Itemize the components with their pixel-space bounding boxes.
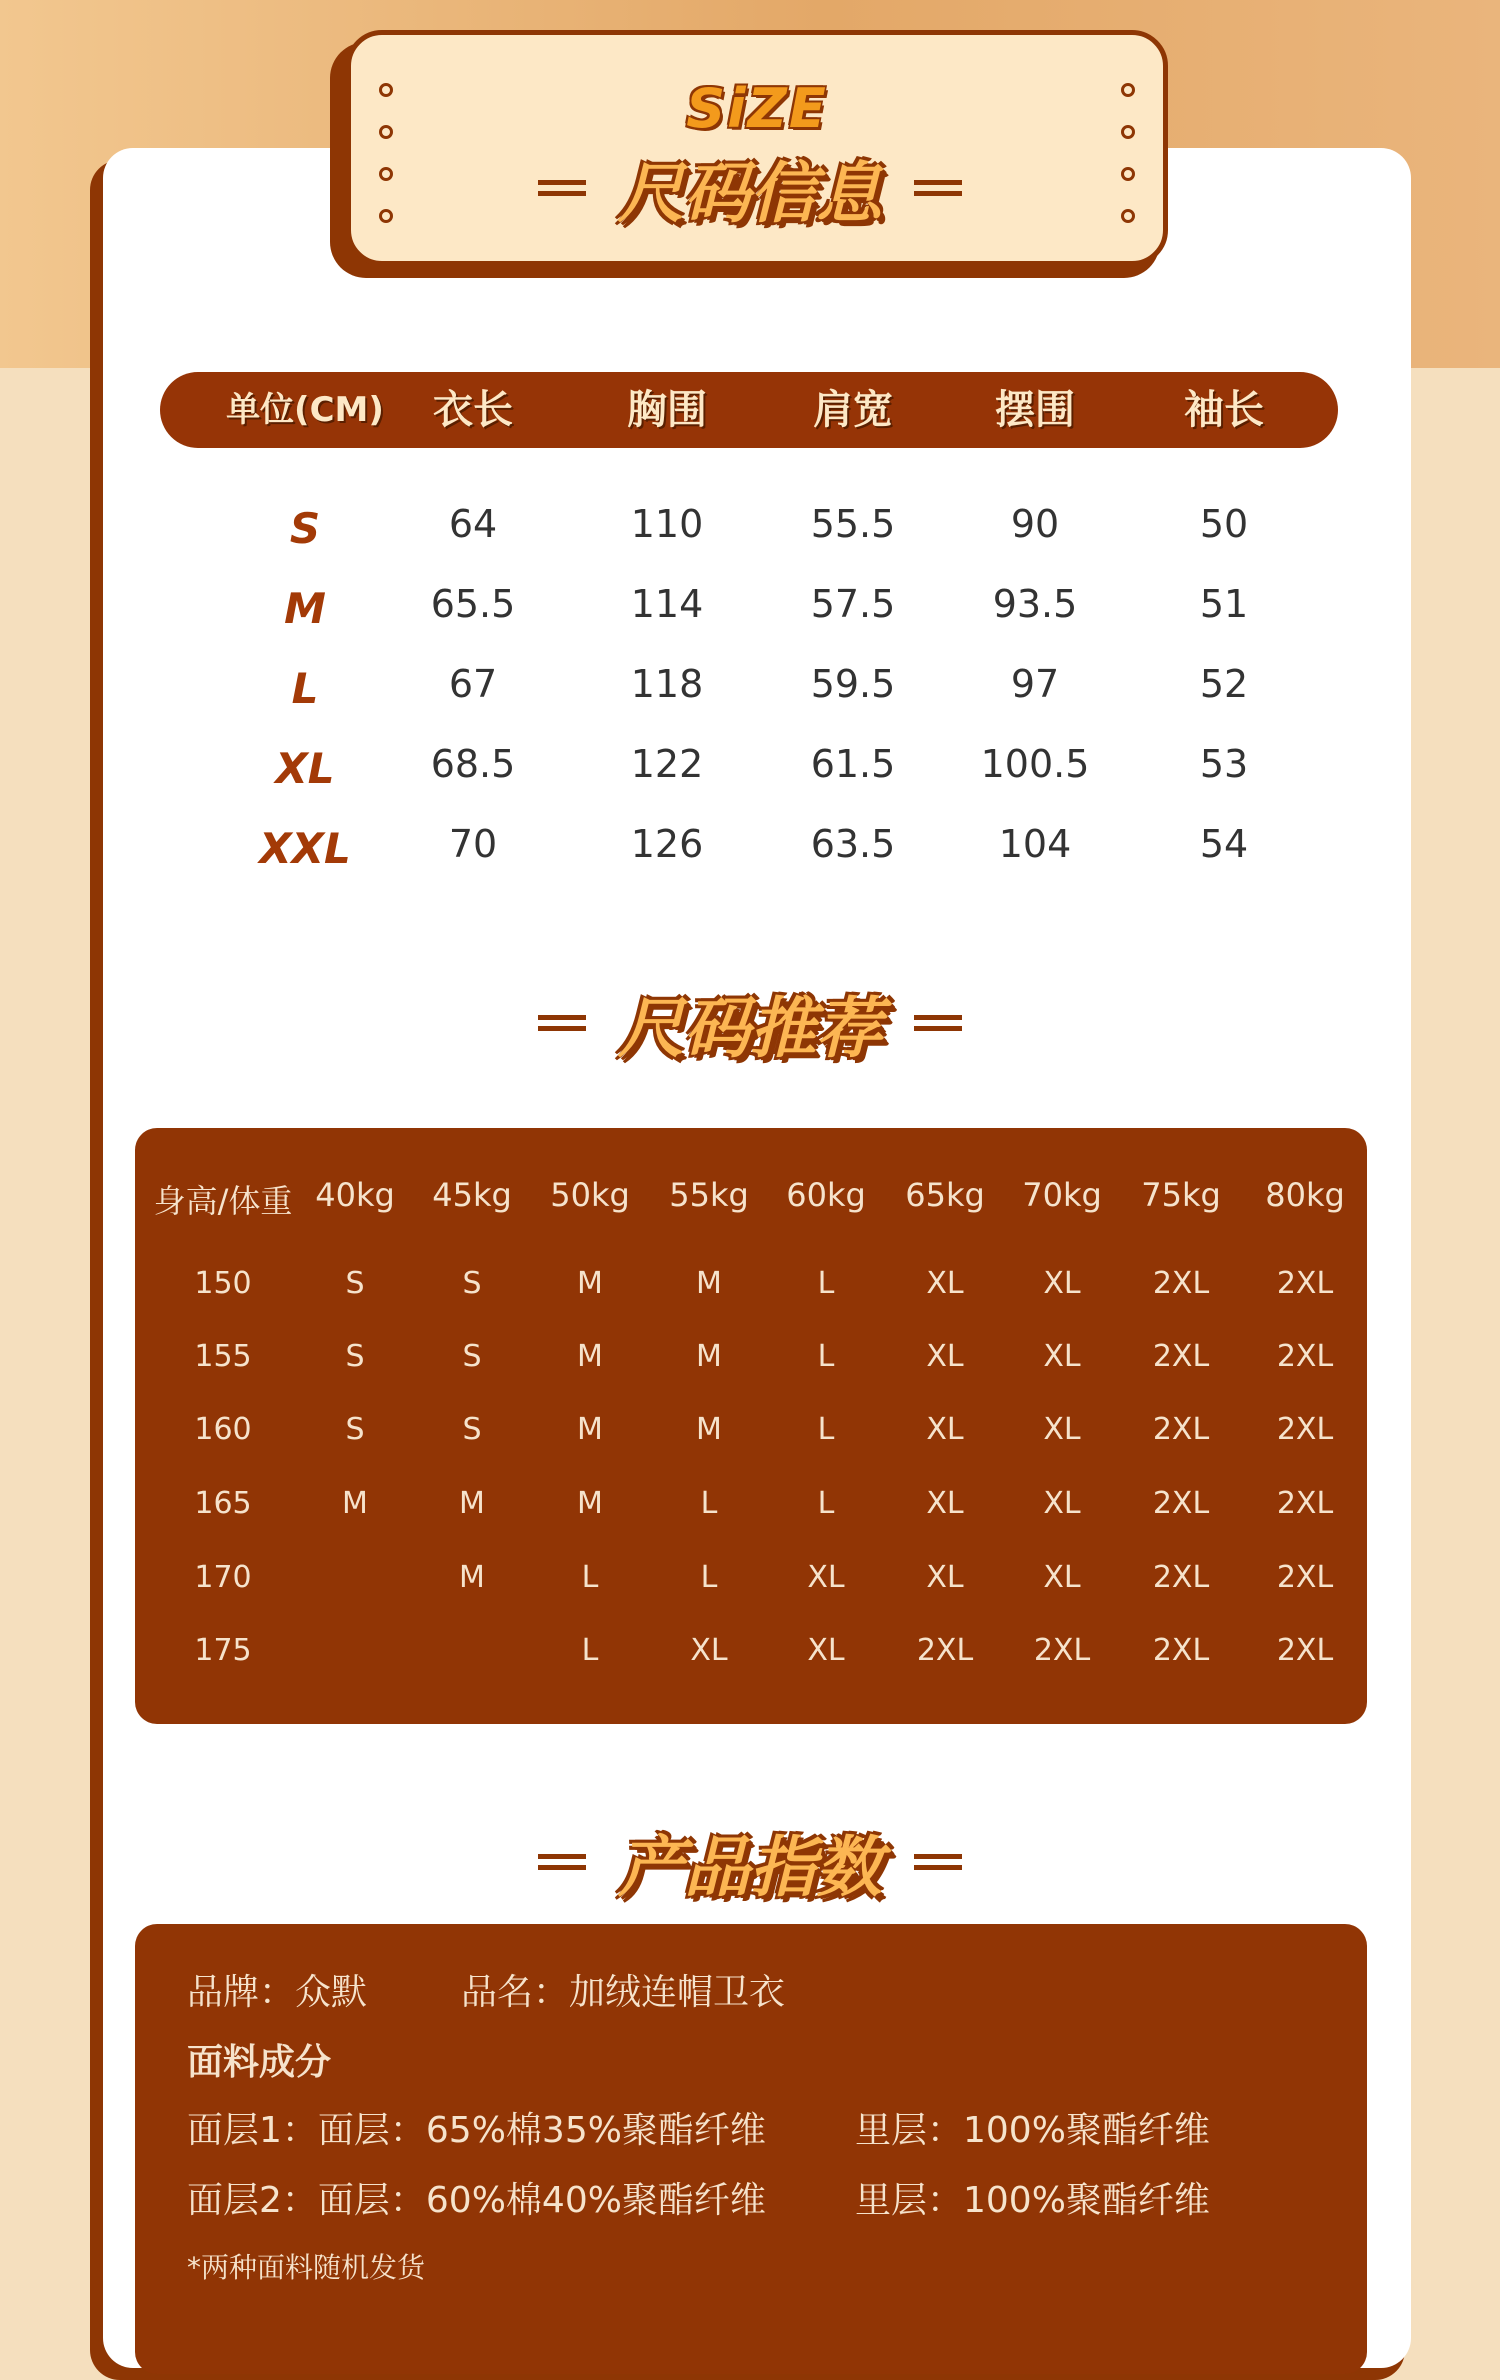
- size-table-cell: 59.5: [810, 662, 896, 706]
- title-dash-right: [914, 1015, 962, 1031]
- recommend-size-cell: XL: [1043, 1486, 1081, 1521]
- size-table-cell: 114: [630, 582, 704, 626]
- recommend-size-cell: M: [696, 1412, 722, 1447]
- recommend-size-cell: S: [462, 1339, 482, 1374]
- recommend-header-cell: 65kg: [905, 1176, 985, 1214]
- recommend-size-cell: L: [817, 1486, 835, 1521]
- recommend-size-cell: M: [577, 1266, 603, 1301]
- recommend-size-cell: L: [817, 1266, 835, 1301]
- size-table-header: [160, 372, 1338, 448]
- recommend-size-cell: M: [696, 1266, 722, 1301]
- recommend-size-cell: M: [459, 1486, 485, 1521]
- recommend-size-cell: 2XL: [1033, 1633, 1091, 1668]
- size-table-cell: 70: [448, 822, 498, 866]
- recommend-size-cell: S: [345, 1339, 365, 1374]
- recommend-size-cell: XL: [926, 1339, 964, 1374]
- recommend-size-cell: 2XL: [1276, 1486, 1334, 1521]
- recommend-height-cell: 170: [194, 1560, 252, 1595]
- recommend-size-cell: L: [700, 1486, 718, 1521]
- recommend-size-cell: XL: [807, 1560, 845, 1595]
- size-table-cell: 110: [630, 502, 704, 546]
- recommend-size-cell: 2XL: [1152, 1633, 1210, 1668]
- recommend-size-cell: M: [577, 1339, 603, 1374]
- recommend-size-cell: M: [577, 1412, 603, 1447]
- size-table-cell: 52: [1199, 662, 1249, 706]
- recommend-size-cell: S: [345, 1412, 365, 1447]
- recommend-size-cell: 2XL: [916, 1633, 974, 1668]
- size-label: XXL: [259, 824, 351, 873]
- size-table-header-cell: 单位(CM): [226, 390, 384, 430]
- product-info-box: [135, 1924, 1367, 2374]
- recommend-size-cell: XL: [807, 1633, 845, 1668]
- size-table-cell: 65.5: [430, 582, 516, 626]
- title-dash-left: [538, 180, 586, 196]
- recommend-size-cell: 2XL: [1276, 1412, 1334, 1447]
- size-table-header-cell: 胸围: [627, 387, 707, 433]
- recommend-size-cell: XL: [1043, 1412, 1081, 1447]
- size-table-cell: 90: [1010, 502, 1060, 546]
- recommend-height-cell: 160: [194, 1412, 252, 1447]
- recommend-size-cell: 2XL: [1276, 1560, 1334, 1595]
- size-table-cell: 51: [1199, 582, 1249, 626]
- size-table-cell: 126: [630, 822, 704, 866]
- product-title: [0, 1814, 1500, 1909]
- size-table-cell: 61.5: [810, 742, 896, 786]
- recommend-size-cell: 2XL: [1152, 1412, 1210, 1447]
- recommend-size-cell: 2XL: [1276, 1633, 1334, 1668]
- recommend-size-cell: XL: [1043, 1266, 1081, 1301]
- size-table-cell: 122: [630, 742, 704, 786]
- size-table-cell: 55.5: [810, 502, 896, 546]
- title-dash-right: [914, 180, 962, 196]
- size-table-cell: 118: [630, 662, 704, 706]
- product-title-text: 产品指数: [618, 1829, 882, 1906]
- title-dash-left: [538, 1015, 586, 1031]
- recommend-size-cell: M: [577, 1486, 603, 1521]
- recommend-size-cell: S: [345, 1266, 365, 1301]
- title-dash-right: [914, 1854, 962, 1870]
- size-table-cell: 100.5: [980, 742, 1090, 786]
- recommend-header-cell: 50kg: [550, 1176, 630, 1214]
- size-table-header-cell: 衣长: [433, 387, 513, 433]
- recommend-size-cell: M: [342, 1486, 368, 1521]
- size-table-header-cell: 肩宽: [813, 387, 893, 433]
- recommend-header-cell: 40kg: [315, 1176, 395, 1214]
- recommend-size-cell: S: [462, 1412, 482, 1447]
- product-name-text: 品名：加绒连帽卫衣: [461, 1972, 786, 2013]
- recommend-header-cell: 55kg: [669, 1176, 749, 1214]
- fabric1-outer: 面层1：面层：65%棉35%聚酯纤维: [187, 2110, 766, 2151]
- recommend-size-cell: 2XL: [1152, 1560, 1210, 1595]
- recommend-size-cell: 2XL: [1152, 1339, 1210, 1374]
- recommend-size-cell: L: [817, 1412, 835, 1447]
- recommend-size-cell: XL: [926, 1266, 964, 1301]
- recommend-size-cell: 2XL: [1152, 1486, 1210, 1521]
- recommend-size-cell: XL: [926, 1486, 964, 1521]
- recommend-size-cell: L: [581, 1633, 599, 1668]
- recommend-height-cell: 165: [194, 1486, 252, 1521]
- recommend-height-cell: 155: [194, 1339, 252, 1374]
- size-label: L: [291, 664, 319, 713]
- size-info-title: [0, 140, 1500, 235]
- recommend-height-cell: 150: [194, 1266, 252, 1301]
- recommend-height-cell: 175: [194, 1633, 252, 1668]
- brand-text: 品牌：众默: [187, 1972, 368, 2013]
- recommend-size-cell: XL: [1043, 1339, 1081, 1374]
- recommend-table: [135, 1128, 1367, 1724]
- recommend-title-text: 尺码推荐: [618, 990, 882, 1067]
- recommend-header-cell: 70kg: [1022, 1176, 1102, 1214]
- recommend-header-cell: 45kg: [432, 1176, 512, 1214]
- title-dash-left: [538, 1854, 586, 1870]
- fabric-note: *两种面料随机发货: [187, 2251, 426, 2284]
- size-table-header-cell: 袖长: [1184, 387, 1264, 433]
- size-label: S: [289, 504, 321, 553]
- size-table-cell: 57.5: [810, 582, 896, 626]
- recommend-size-cell: L: [700, 1560, 718, 1595]
- recommend-size-cell: S: [462, 1266, 482, 1301]
- size-table-cell: 104: [998, 822, 1072, 866]
- size-table-cell: 67: [448, 662, 498, 706]
- recommend-size-cell: XL: [926, 1412, 964, 1447]
- size-badge-text: SiZE: [686, 77, 828, 140]
- fabric1-inner: 里层：100%聚酯纤维: [855, 2110, 1210, 2151]
- recommend-header-cell: 身高/体重: [153, 1182, 293, 1220]
- size-table-cell: 93.5: [992, 582, 1078, 626]
- size-table-header-cell: 摆围: [995, 387, 1075, 433]
- recommend-size-cell: XL: [926, 1560, 964, 1595]
- recommend-header-cell: 60kg: [786, 1176, 866, 1214]
- size-label: XL: [275, 744, 335, 793]
- recommend-size-cell: XL: [690, 1633, 728, 1668]
- fabric2-inner: 里层：100%聚酯纤维: [855, 2180, 1210, 2221]
- size-table-cell: 54: [1199, 822, 1249, 866]
- recommend-size-cell: 2XL: [1276, 1339, 1334, 1374]
- size-table-cell: 97: [1010, 662, 1060, 706]
- recommend-title: [0, 975, 1500, 1070]
- fabric-heading: 面料成分: [187, 2042, 332, 2083]
- recommend-size-cell: 2XL: [1276, 1266, 1334, 1301]
- recommend-header-cell: 75kg: [1141, 1176, 1221, 1214]
- recommend-size-cell: L: [817, 1339, 835, 1374]
- recommend-size-cell: XL: [1043, 1560, 1081, 1595]
- recommend-size-cell: M: [459, 1560, 485, 1595]
- fabric2-outer: 面层2：面层：60%棉40%聚酯纤维: [187, 2180, 766, 2221]
- size-table-cell: 64: [448, 502, 498, 546]
- size-table-cell: 63.5: [810, 822, 896, 866]
- size-table-cell: 68.5: [430, 742, 516, 786]
- recommend-size-cell: M: [696, 1339, 722, 1374]
- size-table-cell: 53: [1199, 742, 1249, 786]
- size-label: M: [284, 584, 326, 633]
- recommend-size-cell: L: [581, 1560, 599, 1595]
- size-table-cell: 50: [1199, 502, 1249, 546]
- size-info-title-text: 尺码信息: [618, 155, 882, 232]
- recommend-size-cell: 2XL: [1152, 1266, 1210, 1301]
- recommend-header-cell: 80kg: [1265, 1176, 1345, 1214]
